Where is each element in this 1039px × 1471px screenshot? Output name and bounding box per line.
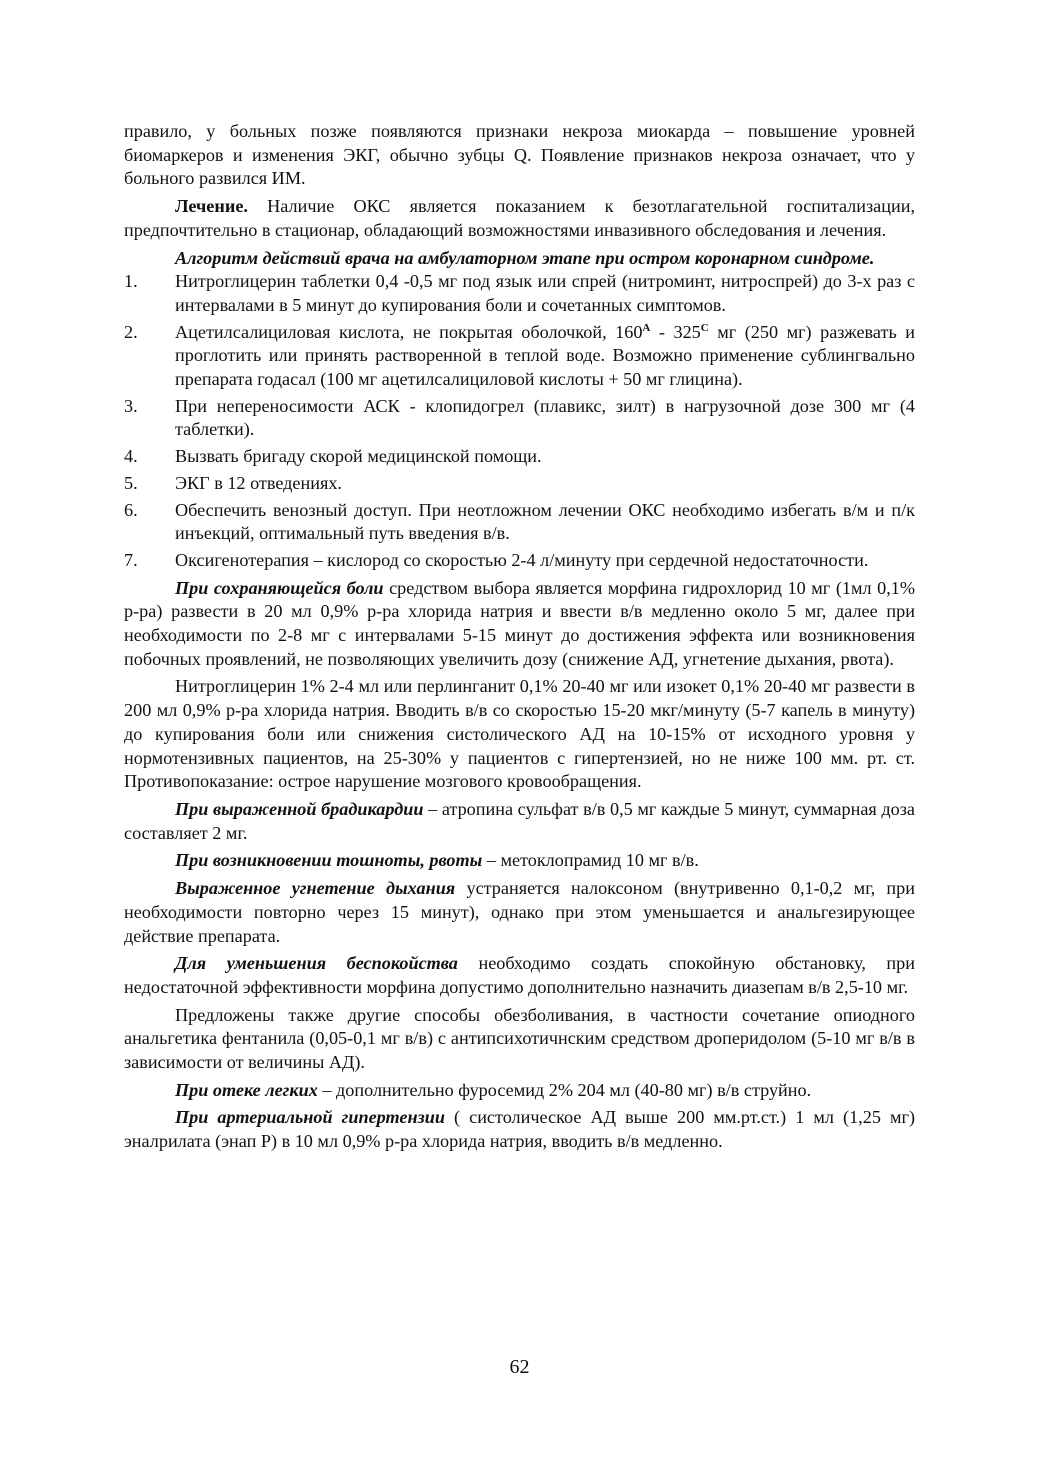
- edema-label: При отеке легких: [175, 1079, 318, 1100]
- intro-paragraph: [124, 120, 915, 191]
- algorithm-heading-text: Алгоритм действий врача на амбулаторном этапе при остром коронарном синдроме.: [175, 247, 875, 268]
- list-item: [124, 270, 915, 317]
- step-text: Оксигенотерапия – кислород со скоростью 2-4 л/минуту при сердечной недостаточности.: [175, 549, 869, 570]
- brady-text: – атропина сульфат в/в 0,5 мг каждые 5 минут, суммарная доза составляет 2 мг.: [124, 798, 915, 843]
- nitro-text: Нитроглицерин 1% 2-4 мл или перлинганит 0,1% 20-40 мг или изокет 0,1% 20-40 мг развести в 200 мл 0,9% р-ра хлорида натрия. Вводить в/в со скоростью 15-20 мкг/минуту (5-7 капель в минуту) до купирования боли или снижения систолического АД на 10-15% от исходного уровня у нормотензивных пациентов, на 25-30% у пациентов с гипертензией, но не ниже 100 мм. рт. ст. Противопоказание: острое нарушение мозгового кровообращения.: [124, 676, 915, 792]
- brady-paragraph: [124, 798, 915, 845]
- edema-text: – дополнительно фуросемид 2% 204 мл (40-80 мг) в/в струйно.: [317, 1079, 812, 1100]
- step-text: Вызвать бригаду скорой медицинской помощи.: [175, 446, 542, 467]
- list-item: [124, 499, 915, 546]
- document-page: [124, 120, 915, 1158]
- step-text-part: мг (250 мг) разжевать и проглотить или принять растворенной в теплой воде. Возможно применение сублингвально препарата годасал (100 мг ацетилсалициловой кислоты + 50 мг глицина).: [175, 321, 915, 390]
- other-paragraph: [124, 1004, 915, 1075]
- intro-text: правило, у больных позже появляются признаки некроза миокарда – повышение уровней биомаркеров и изменения ЭКГ, обычно зубцы Q. Появление признаков некроза означает, что у больного развился ИМ.: [124, 121, 915, 189]
- page-number: 62: [509, 1356, 530, 1378]
- step-number: 2.: [124, 321, 138, 342]
- hypertension-label: При артериальной гипертензии: [175, 1107, 445, 1128]
- anxiety-label: Для уменьшения беспокойства: [175, 953, 458, 974]
- algorithm-steps: [124, 270, 915, 572]
- step-text: Нитроглицерин таблетки 0,4 -0,5 мг под язык или спрей (нитроминт, нитроспрей) до 3-х раз с интервалами в 5 минут до купирования боли и сочетанных симптомов.: [175, 271, 915, 315]
- brady-label: При выраженной брадикардии: [175, 798, 424, 819]
- treatment-text: Наличие ОКС является показанием к безотлагательной госпитализации, предпочтительно в стационар, обладающий возможностями инвазивного обследования и лечения.: [124, 196, 915, 240]
- step-text-part: - 325: [650, 321, 701, 342]
- list-item: [124, 445, 915, 469]
- anxiety-paragraph: [124, 952, 915, 999]
- other-text: Предложены также другие способы обезболивания, в частности сочетание опиодного анальгетика фентанила (0,05-0,1 мг в/в) с антипсихотичнским средством дроперидолом (5-10 мг в/в в зависимости от величины АД).: [124, 1004, 915, 1073]
- step-text: При непереносимости АСК - клопидогрел (плавикс, зилт) в нагрузочной дозе 300 мг (4 таблетки).: [175, 395, 915, 440]
- hypertension-paragraph: [124, 1106, 915, 1153]
- step-text: Обеспечить венозный доступ. При неотложном лечении ОКС необходимо избегать в/м и п/к инъекций, оптимальный путь введения в/в.: [175, 499, 915, 544]
- pain-text: средством выбора является морфина гидрохлорид 10 мг (1мл 0,1% р-ра) развести в 20 мл 0,9% р-ра хлорида натрия и ввести в/в медленно около 5 мг, далее при необходимости по 2-8 мг с интервалами 5-15 минут до достижения эффекта или возникновения побочных проявлений, не позволяющих увеличить дозу (снижение АД, угнетение дыхания, рвота).: [124, 577, 915, 669]
- step-text: [175, 321, 915, 392]
- treatment-label: Лечение.: [175, 196, 248, 217]
- step-number: 1.: [124, 271, 138, 292]
- evidence-level-sup: A: [642, 321, 651, 334]
- nausea-paragraph: [124, 849, 915, 873]
- step-number: 4.: [124, 446, 138, 467]
- nausea-label: При возникновении тошноты, рвоты: [175, 850, 483, 871]
- step-number: 5.: [124, 472, 138, 493]
- step-text-part: Ацетилсалициловая кислота, не покрытая оболочкой, 160: [175, 321, 643, 342]
- list-item: [124, 472, 915, 496]
- respiratory-paragraph: [124, 877, 915, 948]
- nausea-text: – метоклопрамид 10 мг в/в.: [482, 850, 699, 871]
- list-item: [124, 549, 915, 573]
- list-item: [124, 395, 915, 442]
- list-item: [124, 321, 915, 392]
- step-text: ЭКГ в 12 отведениях.: [175, 472, 342, 493]
- pain-paragraph: [124, 577, 915, 672]
- step-number: 6.: [124, 499, 138, 520]
- respiratory-text: устраняется налоксоном (внутривенно 0,1-0,2 мг, при необходимости повторно через 15 минут), однако при этом уменьшается и анальгезирующее действие препарата.: [124, 878, 915, 946]
- step-number: 7.: [124, 549, 138, 570]
- edema-paragraph: [124, 1079, 915, 1103]
- hypertension-text: ( систолическое АД выше 200 мм.рт.ст.) 1 мл (1,25 мг) эналрилата (энап Р) в 10 мл 0,9% р-ра хлорида натрия, вводить в/в медленно.: [124, 1107, 915, 1152]
- algorithm-heading: [124, 247, 915, 271]
- step-number: 3.: [124, 395, 138, 416]
- pain-label: При сохраняющейся боли: [175, 577, 384, 598]
- treatment-paragraph: [124, 195, 915, 242]
- anxiety-text: необходимо создать спокойную обстановку, при недостаточной эффективности морфина допустимо дополнительно назначить диазепам в/в 2,5-10 мг.: [124, 953, 915, 997]
- evidence-level-sup: C: [700, 321, 709, 334]
- nitro-paragraph: [124, 675, 915, 794]
- respiratory-label: Выраженное угнетение дыхания: [175, 878, 456, 899]
